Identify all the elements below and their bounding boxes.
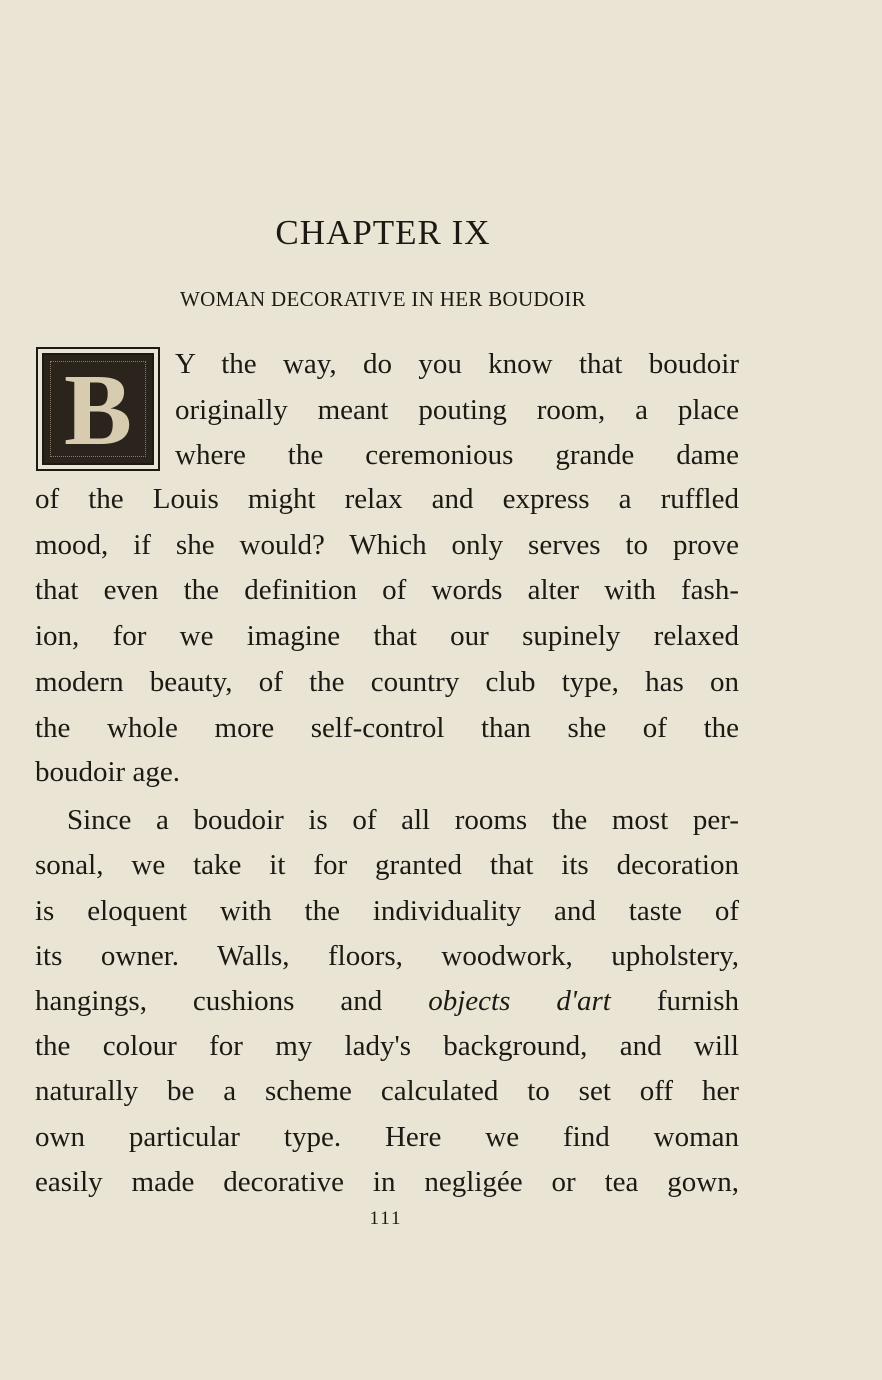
- text-line: naturally be a scheme calculated to set off her: [35, 1075, 739, 1107]
- text-line: the colour for my lady's background, and will: [35, 1030, 739, 1062]
- text-line: Y the way, do you know that boudoir: [175, 348, 739, 380]
- text-line: easily made decorative in negligée or tea gown,: [35, 1166, 739, 1198]
- text-line: the whole more self-control than she of the: [35, 712, 739, 744]
- text-line: own particular type. Here we find woman: [35, 1121, 739, 1153]
- text-line: [35, 978, 739, 1024]
- chapter-number: CHAPTER IX: [275, 213, 491, 252]
- text-line: of the Louis might relax and express a ruffled: [35, 483, 739, 515]
- text-line: ion, for we imagine that our supinely relaxed: [35, 620, 739, 652]
- text-line: that even the definition of words alter with fash-: [35, 574, 739, 606]
- text-segment: furnish: [656, 985, 740, 1017]
- text-line: modern beauty, of the country club type, has on: [35, 666, 739, 698]
- drop-cap-letter: B: [63, 354, 133, 465]
- page-number: 111: [369, 1208, 403, 1229]
- drop-cap-ornament: [36, 347, 160, 471]
- text-line: its owner. Walls, floors, woodwork, upholstery,: [35, 940, 739, 972]
- text-line: sonal, we take it for granted that its decoration: [35, 849, 739, 881]
- text-line: mood, if she would? Which only serves to prove: [35, 529, 739, 561]
- text-segment: hangings, cushions and: [35, 985, 383, 1017]
- chapter-title: WOMAN DECORATIVE IN HER BOUDOIR: [180, 287, 586, 311]
- text-line: Since a boudoir is of all rooms the most per-: [67, 804, 739, 836]
- text-line: is eloquent with the individuality and taste of: [35, 895, 739, 927]
- italic-phrase: objects d'art: [428, 985, 611, 1017]
- text-line: boudoir age.: [35, 756, 180, 788]
- text-line: originally meant pouting room, a place: [175, 394, 739, 426]
- text-line: where the ceremonious grande dame: [175, 439, 739, 471]
